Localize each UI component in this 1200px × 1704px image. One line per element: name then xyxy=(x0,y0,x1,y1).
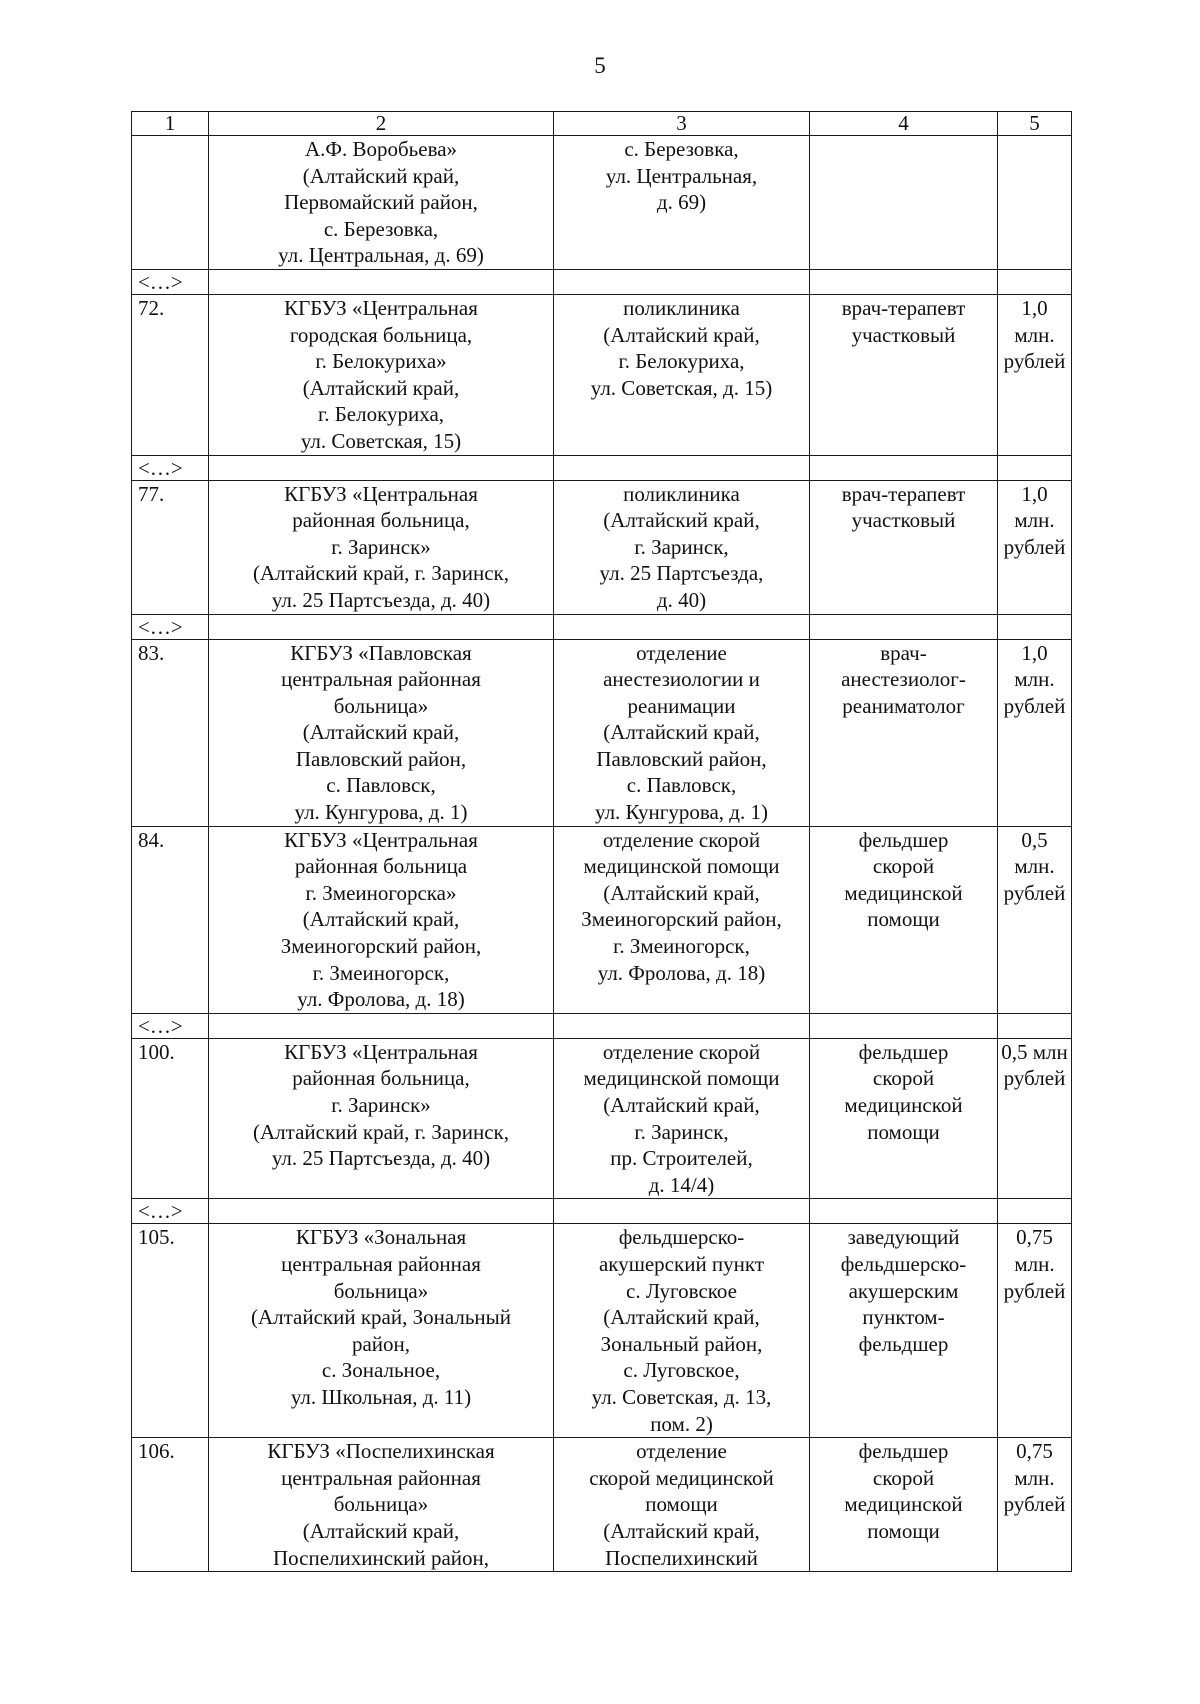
column-header-1: 1 xyxy=(132,112,209,136)
department-cell xyxy=(554,294,810,455)
row-number xyxy=(132,1038,209,1199)
position-cell-text: врач-терапевт участковый xyxy=(841,295,966,347)
empty-cell xyxy=(209,1013,554,1038)
organization-cell xyxy=(209,639,554,826)
omission-row xyxy=(132,269,1072,294)
row-number xyxy=(132,480,209,614)
omission-row xyxy=(132,455,1072,480)
empty-cell xyxy=(998,614,1072,639)
organization-cell-text: КГБУЗ «Центральная городская больница, г. Белокуриха» (Алтайский край, г. Белокуриха, ул. Советская, 15) xyxy=(284,295,478,453)
empty-cell xyxy=(998,1013,1072,1038)
document-table xyxy=(131,111,1072,1572)
empty-cell xyxy=(209,269,554,294)
department-cell-text: отделение скорой медицинской помощи (Алтайский край, Поспелихинский xyxy=(589,1439,774,1570)
empty-cell xyxy=(554,455,810,480)
department-cell xyxy=(554,1224,810,1438)
omission-row xyxy=(132,1199,1072,1224)
omission-row xyxy=(132,1013,1072,1038)
organization-cell xyxy=(209,136,554,270)
position-cell xyxy=(810,480,998,614)
empty-cell xyxy=(209,1199,554,1224)
row-number xyxy=(132,1438,209,1572)
column-header-5: 5 xyxy=(998,112,1072,136)
payment-amount-cell xyxy=(998,639,1072,826)
position-cell xyxy=(810,1224,998,1438)
position-cell-text: заведующий фельдшерско- акушерским пунктом- фельдшер xyxy=(840,1225,967,1356)
row-number xyxy=(132,136,209,270)
column-header-3: 3 xyxy=(554,112,810,136)
row-number xyxy=(132,826,209,1013)
payment-amount-cell-text: 1,0 млн. рублей xyxy=(1003,481,1066,559)
empty-cell xyxy=(554,269,810,294)
payment-amount-cell xyxy=(998,1038,1072,1199)
omission-mark: <…> xyxy=(132,269,209,294)
table-row xyxy=(132,1038,1072,1199)
table-body xyxy=(132,136,1072,1572)
payment-amount-cell-text: 0,75 млн. рублей xyxy=(1003,1439,1066,1517)
column-header-4: 4 xyxy=(810,112,998,136)
omission-mark: <…> xyxy=(132,455,209,480)
position-cell xyxy=(810,1438,998,1572)
department-cell xyxy=(554,136,810,270)
organization-cell xyxy=(209,1038,554,1199)
position-cell-text: фельдшер скорой медицинской помощи xyxy=(844,827,963,932)
payment-amount-cell-text: 1,0 млн. рублей xyxy=(1003,295,1066,374)
payment-amount-cell xyxy=(998,294,1072,455)
row-number-text: 77. xyxy=(138,481,165,506)
payment-amount-cell-text: 1,0 млн. рублей xyxy=(1003,640,1066,718)
department-cell xyxy=(554,480,810,614)
department-cell xyxy=(554,826,810,1013)
row-number-text: 84. xyxy=(138,827,165,852)
empty-cell xyxy=(998,1199,1072,1224)
omission-mark: <…> xyxy=(132,614,209,639)
payment-amount-cell xyxy=(998,826,1072,1013)
page-number: 5 xyxy=(594,53,606,78)
organization-cell-text: КГБУЗ «Павловская центральная районная больница» (Алтайский край, Павловский район, с. Павловск, ул. Кунгурова, д. 1) xyxy=(281,640,481,825)
organization-cell xyxy=(209,480,554,614)
column-number-row xyxy=(132,112,1072,136)
position-cell xyxy=(810,639,998,826)
table-row xyxy=(132,1438,1072,1572)
organization-cell xyxy=(209,1438,554,1572)
position-cell-text: фельдшер скорой медицинской помощи xyxy=(844,1439,963,1543)
organization-cell xyxy=(209,826,554,1013)
empty-cell xyxy=(554,1199,810,1224)
row-number xyxy=(132,639,209,826)
empty-cell xyxy=(810,455,998,480)
department-cell-text: с. Березовка, ул. Центральная, д. 69) xyxy=(605,137,758,215)
table-row xyxy=(132,826,1072,1013)
position-cell xyxy=(810,1038,998,1199)
payment-amount-cell-text: 0,75 млн. рублей xyxy=(1003,1225,1066,1303)
department-cell-text: отделение скорой медицинской помощи (Алтайский край, г. Заринск, пр. Строителей, д. 14/4) xyxy=(583,1039,780,1197)
organization-cell-text: А.Ф. Воробьева» (Алтайский край, Первомайский район, с. Березовка, ул. Центральная, д. 69) xyxy=(278,137,484,268)
row-number-text: 105. xyxy=(138,1225,175,1250)
department-cell-text: фельдшерско- акушерский пункт с. Луговское (Алтайский край, Зональный район, с. Луговское, ул. Советская, д. 13, пом. 2) xyxy=(591,1225,772,1436)
empty-cell xyxy=(810,1013,998,1038)
empty-cell xyxy=(209,614,554,639)
table-row xyxy=(132,1224,1072,1438)
empty-cell xyxy=(554,614,810,639)
department-cell xyxy=(554,1438,810,1572)
payment-amount-cell xyxy=(998,1438,1072,1572)
department-cell-text: поликлиника (Алтайский край, г. Белокуриха, ул. Советская, д. 15) xyxy=(590,295,773,400)
empty-cell xyxy=(998,269,1072,294)
empty-cell xyxy=(998,455,1072,480)
row-number-text: 83. xyxy=(138,640,165,665)
organization-cell-text: КГБУЗ «Центральная районная больница, г. Заринск» (Алтайский край, г. Заринск, ул. 25 Партсъезда, д. 40) xyxy=(253,481,509,612)
row-number-text: 106. xyxy=(138,1439,175,1464)
position-cell-text: врач- анестезиолог- реаниматолог xyxy=(841,640,966,718)
omission-mark: <…> xyxy=(132,1199,209,1224)
department-cell xyxy=(554,639,810,826)
empty-cell xyxy=(209,455,554,480)
empty-cell xyxy=(810,269,998,294)
empty-cell xyxy=(810,614,998,639)
omission-row xyxy=(132,614,1072,639)
organization-cell-text: КГБУЗ «Центральная районная больница, г. Заринск» (Алтайский край, г. Заринск, ул. 25 Партсъезда, д. 40) xyxy=(253,1039,509,1171)
empty-cell xyxy=(810,1199,998,1224)
payment-amount-cell xyxy=(998,480,1072,614)
department-cell-text: отделение анестезиологии и реанимации (Алтайский край, Павловский район, с. Павловск, ул. Кунгурова, д. 1) xyxy=(595,640,768,825)
position-cell-text: врач-терапевт участковый xyxy=(841,481,966,533)
payment-amount-cell-text: 0,5 млн рублей xyxy=(1001,1039,1068,1091)
department-cell xyxy=(554,1038,810,1199)
department-cell-text: поликлиника (Алтайский край, г. Заринск, ул. 25 Партсъезда, д. 40) xyxy=(599,481,764,612)
empty-cell xyxy=(554,1013,810,1038)
organization-cell-text: КГБУЗ «Поспелихинская центральная районная больница» (Алтайский край, Поспелихинский район, xyxy=(267,1439,495,1570)
payment-amount-cell xyxy=(998,1224,1072,1438)
table-row xyxy=(132,294,1072,455)
organization-cell xyxy=(209,294,554,455)
organization-cell-text: КГБУЗ «Зональная центральная районная больница» (Алтайский край, Зональный район, с. Зональное, ул. Школьная, д. 11) xyxy=(250,1225,512,1409)
position-cell-text: фельдшер скорой медицинской помощи xyxy=(844,1039,963,1144)
organization-cell-text: КГБУЗ «Центральная районная больница г. Змеиногорска» (Алтайский край, Змеиногорский район, г. Змеиногорск, ул. Фролова, д. 18) xyxy=(280,827,482,1012)
payment-amount-cell-text: 0,5 млн. рублей xyxy=(1003,827,1066,905)
column-header-2: 2 xyxy=(209,112,554,136)
row-number-text: 100. xyxy=(138,1039,175,1064)
row-number-text: 72. xyxy=(138,295,165,320)
omission-mark: <…> xyxy=(132,1013,209,1038)
table-row xyxy=(132,639,1072,826)
table-row xyxy=(132,480,1072,614)
position-cell xyxy=(810,294,998,455)
table-row xyxy=(132,136,1072,270)
row-number xyxy=(132,1224,209,1438)
position-cell xyxy=(810,826,998,1013)
payment-amount-cell xyxy=(998,136,1072,270)
organization-cell xyxy=(209,1224,554,1438)
position-cell xyxy=(810,136,998,270)
row-number xyxy=(132,294,209,455)
department-cell-text: отделение скорой медицинской помощи (Алтайский край, Змеиногорский район, г. Змеиногорск, ул. Фролова, д. 18) xyxy=(581,827,782,985)
